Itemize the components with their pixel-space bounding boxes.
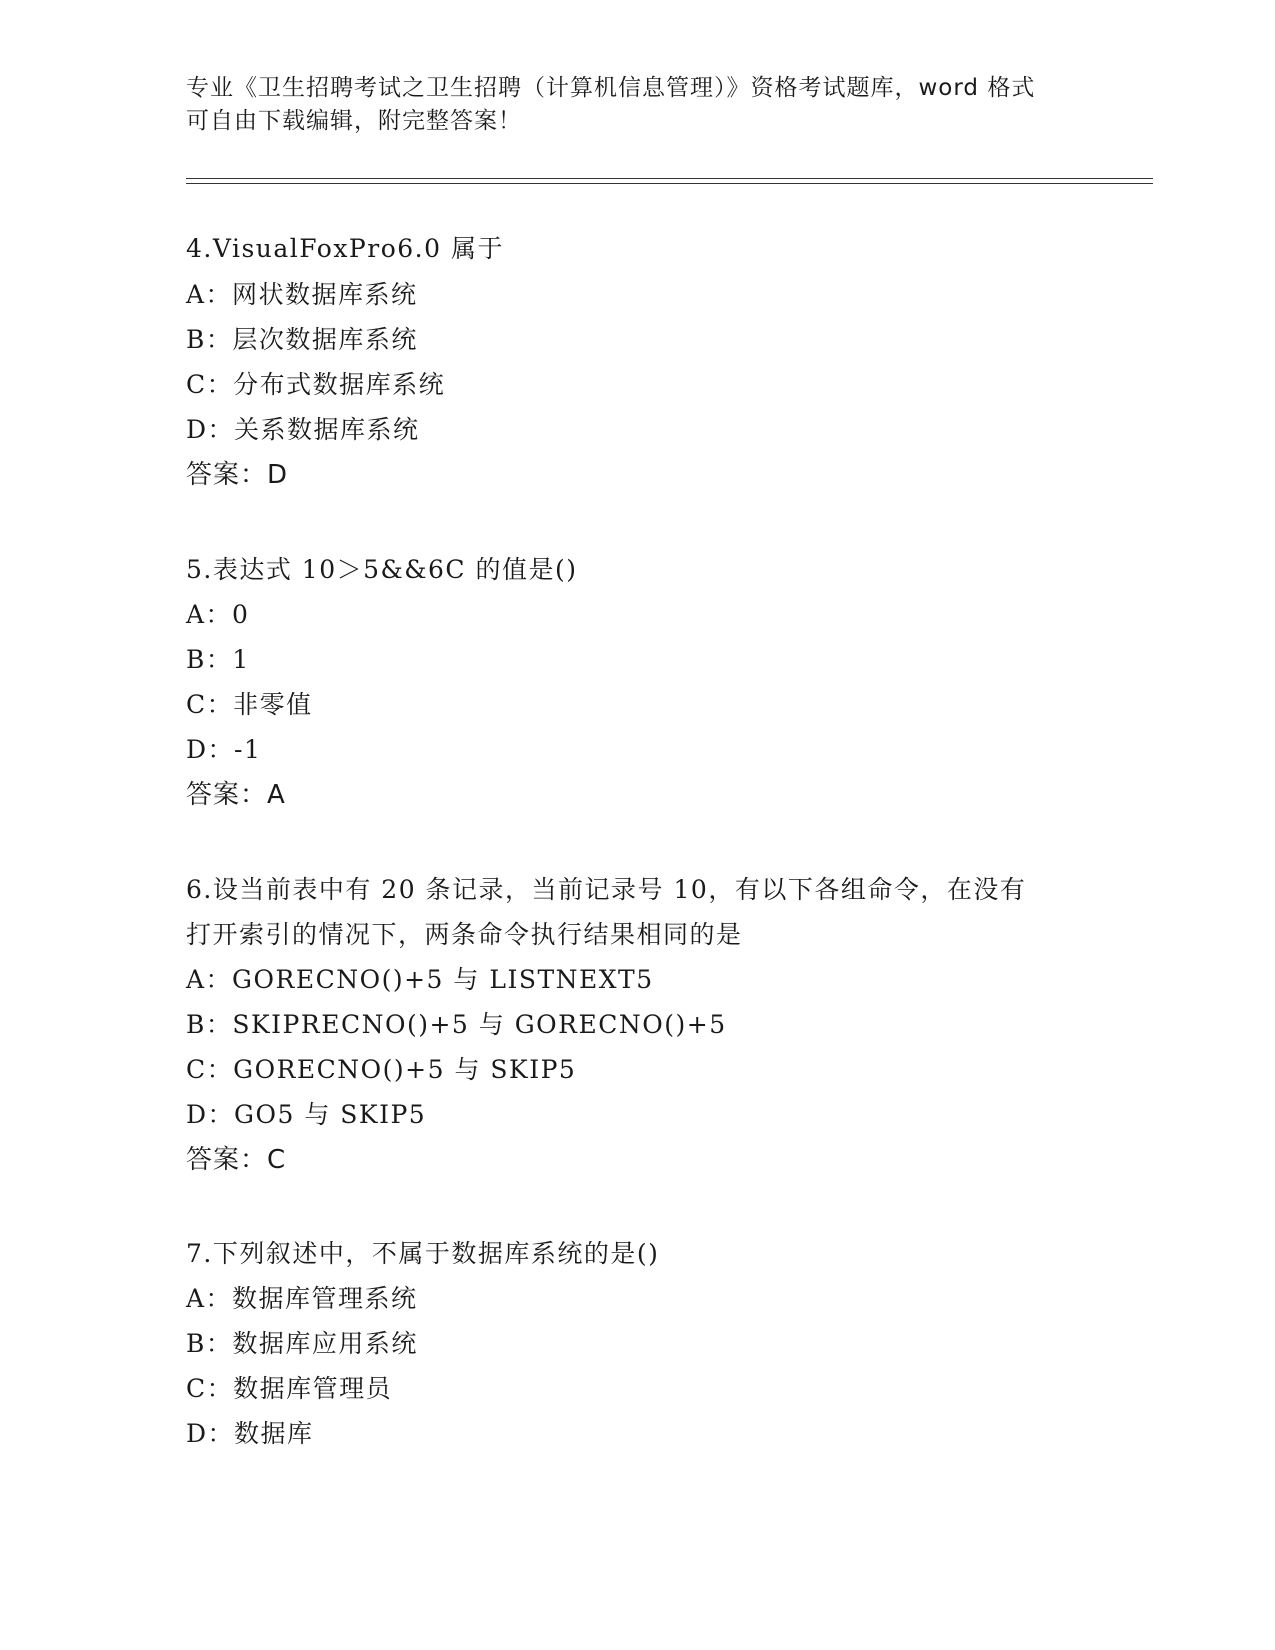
option-d: D：数据库 — [186, 1419, 314, 1448]
option-b: B：1 — [186, 645, 250, 674]
header-line-1: 专业《卫生招聘考试之卫生招聘（计算机信息管理）》资格考试题库，word 格式 — [186, 75, 1036, 101]
option-c: C：分布式数据库系统 — [186, 370, 446, 399]
question-stem-continued: 打开索引的情况下，两条命令执行结果相同的是 — [186, 920, 743, 949]
option-b: B：层次数据库系统 — [186, 325, 418, 354]
option-d: D：GO5 与 SKIP5 — [186, 1100, 427, 1129]
question-stem: 6.设当前表中有 20 条记录，当前记录号 10，有以下各组命令，在没有 — [186, 875, 1027, 904]
document-header — [186, 72, 1086, 138]
option-a: A：网状数据库系统 — [186, 280, 418, 309]
answer-line: 答案：A — [186, 780, 286, 810]
option-a: A：数据库管理系统 — [186, 1284, 418, 1313]
header-divider-bottom — [186, 183, 1153, 184]
option-d: D：关系数据库系统 — [186, 415, 420, 444]
option-a: A：GORECNO()+5 与 LISTNEXT5 — [186, 965, 654, 994]
option-a: A：0 — [186, 600, 250, 629]
question-stem: 4.VisualFoxPro6.0 属于 — [186, 234, 504, 263]
question-stem: 5.表达式 10＞5&&6C 的值是() — [186, 555, 578, 584]
option-c: C：非零值 — [186, 690, 313, 719]
header-divider-top — [186, 178, 1153, 179]
option-c: C：数据库管理员 — [186, 1374, 393, 1403]
option-c: C：GORECNO()+5 与 SKIP5 — [186, 1055, 577, 1084]
question-stem: 7.下列叙述中，不属于数据库系统的是() — [186, 1239, 660, 1268]
option-d: D：-1 — [186, 735, 262, 764]
answer-line: 答案：D — [186, 460, 289, 490]
answer-line: 答案：C — [186, 1145, 287, 1175]
option-b: B：数据库应用系统 — [186, 1329, 418, 1358]
header-line-2: 可自由下载编辑，附完整答案！ — [186, 108, 522, 134]
option-b: B：SKIPRECNO()+5 与 GORECNO()+5 — [186, 1010, 727, 1039]
